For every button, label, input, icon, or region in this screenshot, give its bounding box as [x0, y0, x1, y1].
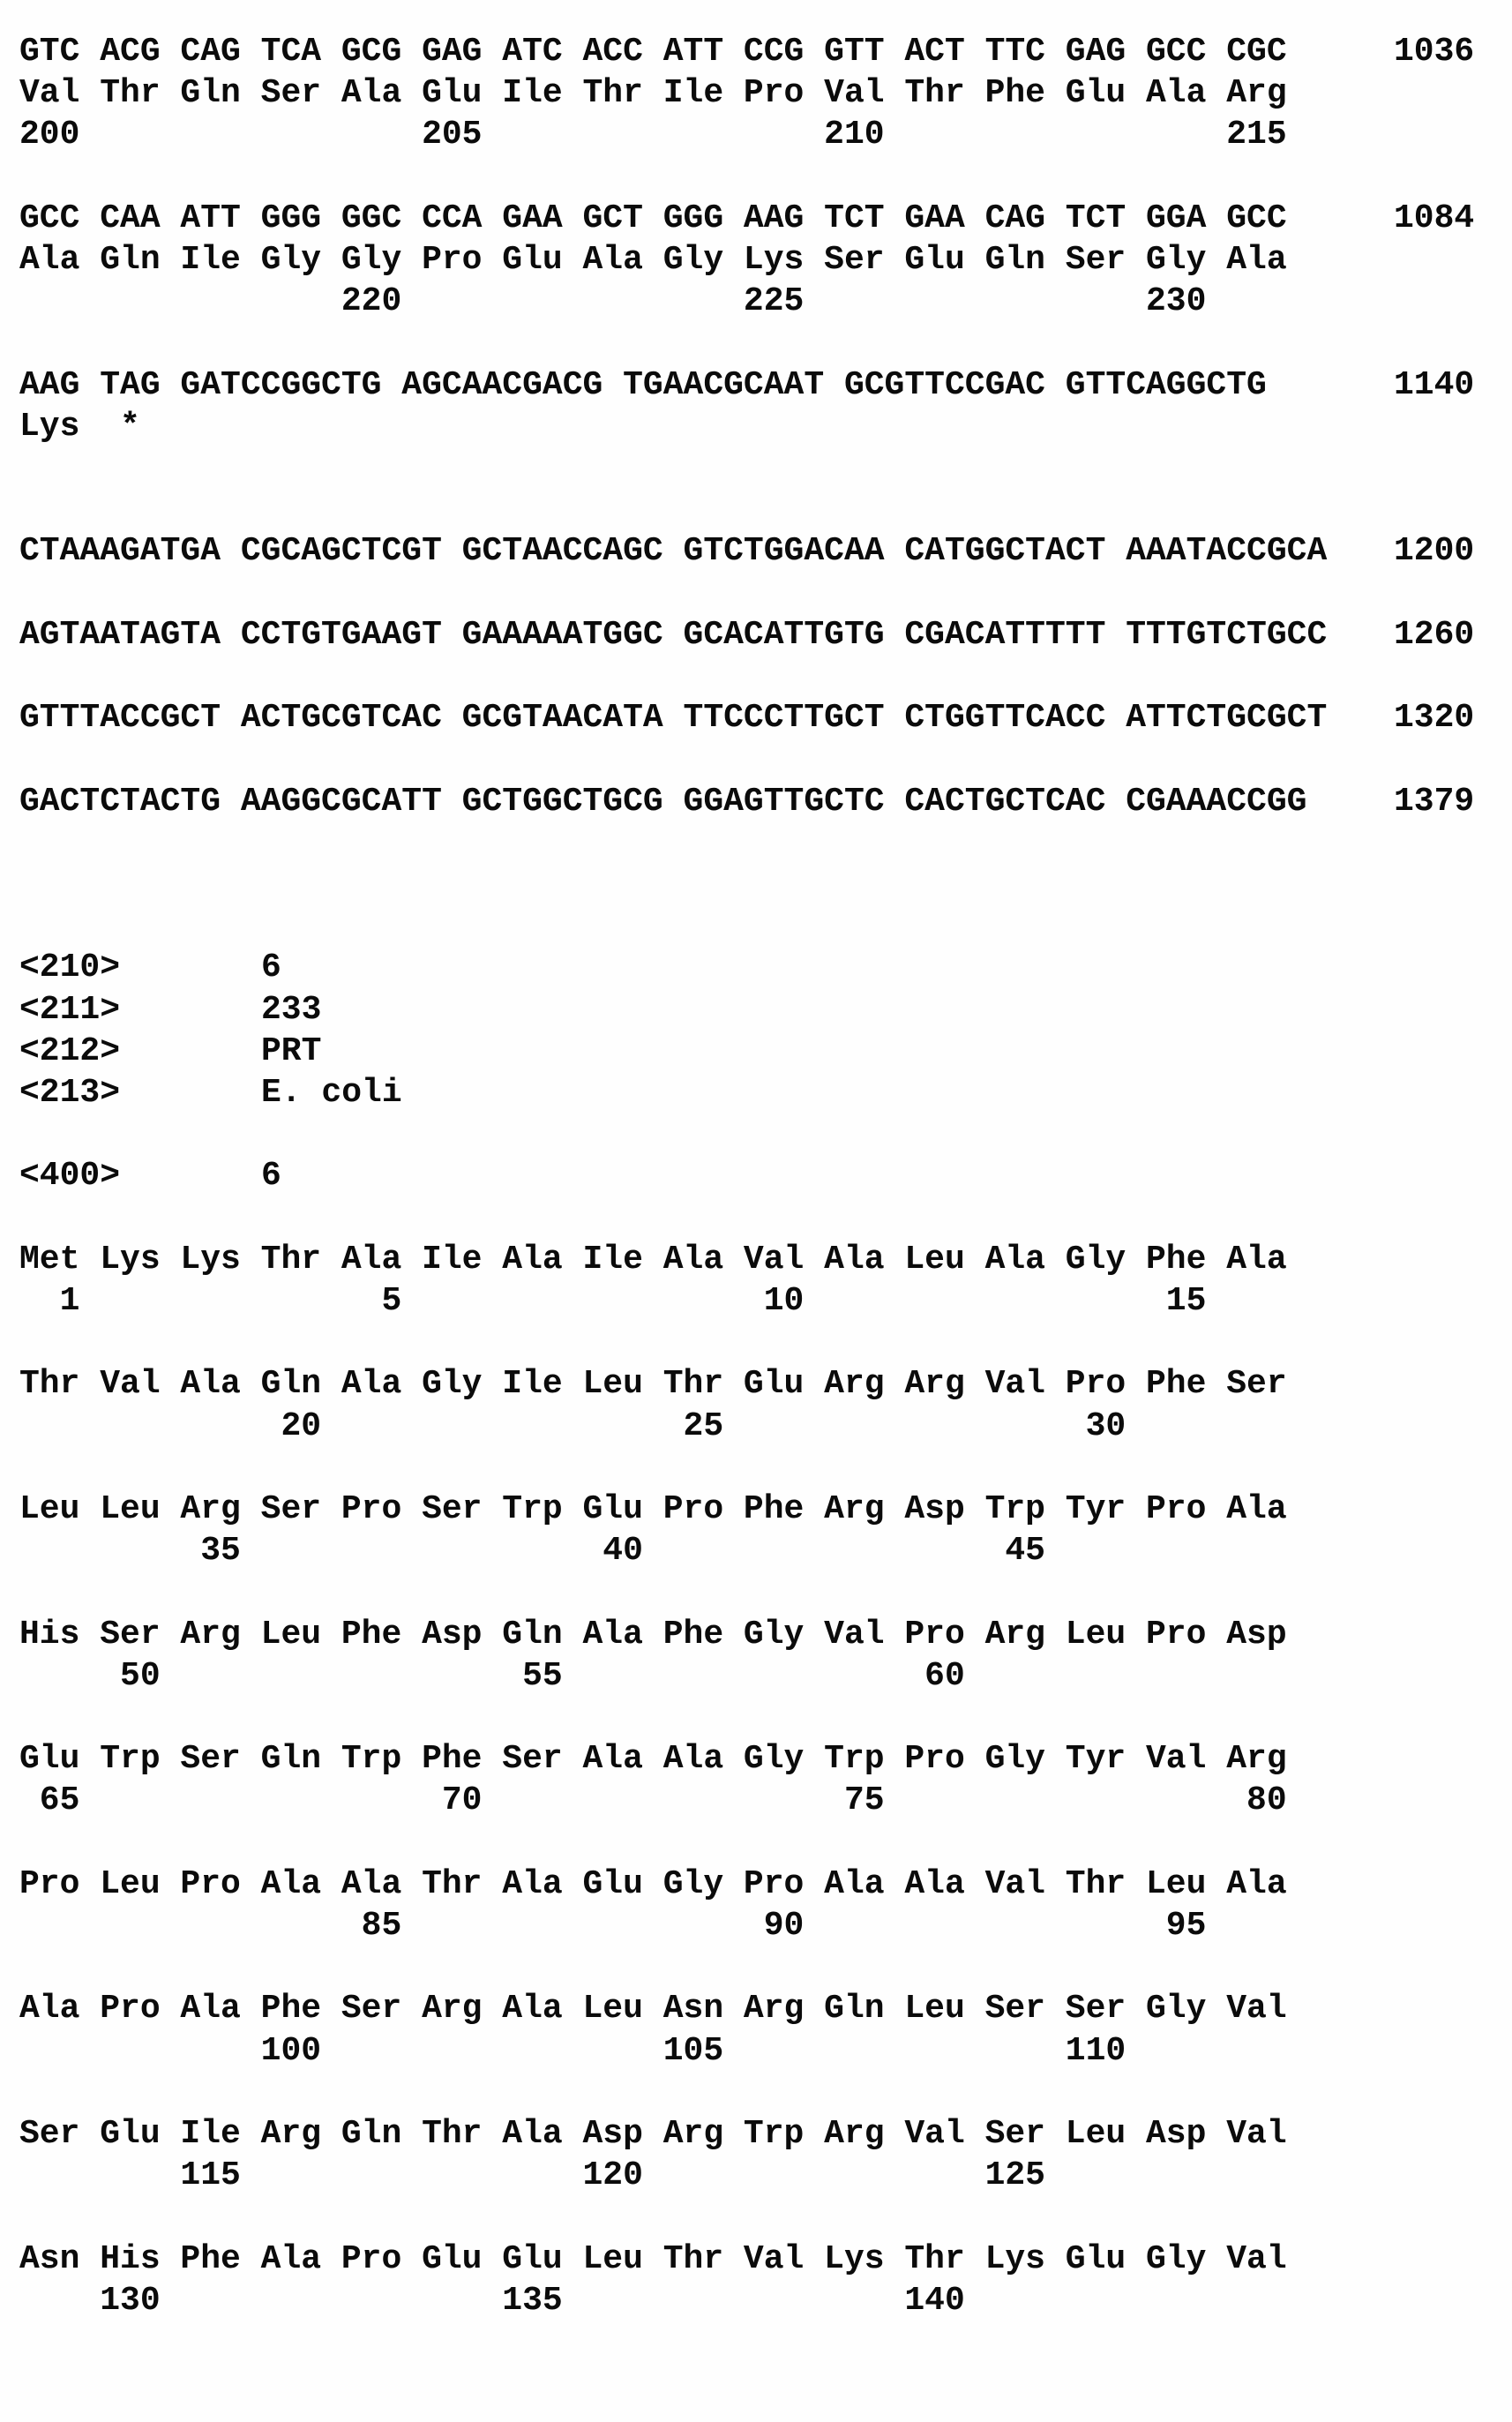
seq-header-line: [0, 1072, 1512, 1114]
protein-sequence-line: [0, 2238, 1512, 2281]
protein-sequence-line: [0, 1239, 1512, 1281]
amino-acid-text: Leu Leu Arg Ser Pro Ser Trp Glu Pro Phe Arg Asp Trp Tyr Pro Ala: [19, 1490, 1287, 1528]
seq-header-line: [0, 1031, 1512, 1073]
amino-acid-text: Ala Pro Ala Phe Ser Arg Ala Leu Asn Arg Gln Leu Ser Ser Gly Val: [19, 1990, 1287, 2028]
residue-ruler: [0, 1655, 1512, 1698]
amino-acid-text: His Ser Arg Leu Phe Asp Gln Ala Phe Gly Val Pro Arg Leu Pro Asp: [19, 1616, 1287, 1653]
header-value: E. coli: [261, 1074, 402, 1112]
dna-codon-line: [0, 31, 1512, 73]
nucleotide-position-number: 1084: [1394, 199, 1475, 237]
protein-sequence-line: [0, 1614, 1512, 1656]
residue-ruler-text: 200 205 210 215: [19, 116, 1287, 154]
residue-ruler-text: 35 40 45: [19, 1532, 1045, 1570]
amino-acid-text: Ala Gln Ile Gly Gly Pro Glu Ala Gly Lys Ser Glu Gln Ser Gly Ala: [19, 241, 1287, 279]
residue-ruler-text: 20 25 30: [19, 1407, 1127, 1445]
header-tag: <212>: [19, 1032, 121, 1070]
protein-sequence-line: [0, 1738, 1512, 1781]
dna-sequence-text: AGTAATAGTA CCTGTGAAGT GAAAAATGGC GCACATTGTG CGACATTTTT TTTGTCTGCC: [19, 616, 1328, 654]
header-value: 6: [261, 949, 281, 986]
residue-ruler-text: 50 55 60: [19, 1657, 965, 1695]
dna-sequence-text: GACTCTACTG AAGGCGCATT GCTGGCTGCG GGAGTTGCTC CACTGCTCAC CGAAACCGG: [19, 783, 1307, 821]
residue-ruler: [0, 1406, 1512, 1448]
residue-ruler-text: 1 5 10 15: [19, 1282, 1207, 1320]
residue-ruler-text: 115 120 125: [19, 2156, 1045, 2194]
nucleotide-position-number: 1320: [1394, 699, 1475, 737]
nucleotide-position-number: 1260: [1394, 616, 1475, 654]
protein-sequence-line: [0, 1488, 1512, 1531]
amino-acid-text: Val Thr Gln Ser Ala Glu Ile Thr Ile Pro Val Thr Phe Glu Ala Arg: [19, 74, 1287, 112]
protein-sequence-line: [0, 1988, 1512, 2030]
amino-acid-text: Pro Leu Pro Ala Ala Thr Ala Glu Gly Pro Ala Ala Val Thr Leu Ala: [19, 1865, 1287, 1903]
amino-acid-text: Ser Glu Ile Arg Gln Thr Ala Asp Arg Trp Arg Val Ser Leu Asp Val: [19, 2115, 1287, 2153]
dna-sequence-text: GTTTACCGCT ACTGCGTCAC GCGTAACATA TTCCCTTGCT CTGGTTCACC ATTCTGCGCT: [19, 699, 1328, 737]
residue-ruler: [0, 1280, 1512, 1323]
residue-ruler: [0, 1530, 1512, 1572]
residue-ruler-text: 100 105 110: [19, 2032, 1127, 2070]
residue-ruler-text: 220 225 230: [19, 282, 1207, 320]
seq-header-line: [0, 989, 1512, 1031]
dna-sequence-line: [0, 781, 1512, 823]
amino-acid-text: Thr Val Ala Gln Ala Gly Ile Leu Thr Glu Arg Arg Val Pro Phe Ser: [19, 1365, 1287, 1403]
dna-codon-line: [0, 364, 1512, 407]
protein-translation-line: [0, 406, 1512, 448]
residue-ruler: [0, 2030, 1512, 2073]
seq-start-line: [0, 1155, 1512, 1197]
dna-sequence-line: [0, 614, 1512, 656]
nucleotide-position-number: 1200: [1394, 532, 1475, 570]
protein-sequence-line: [0, 1863, 1512, 1906]
header-value: 6: [261, 1157, 281, 1195]
residue-ruler-text: 85 90 95: [19, 1907, 1207, 1945]
protein-sequence-line: [0, 1363, 1512, 1406]
residue-ruler: [0, 281, 1512, 323]
residue-ruler: [0, 2155, 1512, 2197]
residue-ruler: [0, 1905, 1512, 1947]
residue-ruler: [0, 114, 1512, 156]
amino-acid-text: Asn His Phe Ala Pro Glu Glu Leu Thr Val Lys Thr Lys Glu Gly Val: [19, 2240, 1287, 2278]
header-value: PRT: [261, 1032, 322, 1070]
header-tag: <213>: [19, 1074, 121, 1112]
nucleotide-position-number: 1379: [1394, 783, 1475, 821]
dna-codon-line: [0, 198, 1512, 240]
header-tag: <211>: [19, 991, 121, 1029]
dna-sequence-text: GCC CAA ATT GGG GGC CCA GAA GCT GGG AAG TCT GAA CAG TCT GGA GCC: [19, 199, 1287, 237]
header-value: 233: [261, 991, 322, 1029]
amino-acid-text: Met Lys Lys Thr Ala Ile Ala Ile Ala Val Ala Leu Ala Gly Phe Ala: [19, 1241, 1287, 1278]
residue-ruler-text: 65 70 75 80: [19, 1781, 1287, 1819]
seq-header-line: [0, 947, 1512, 989]
residue-ruler: [0, 1780, 1512, 1822]
header-tag: <210>: [19, 949, 121, 986]
protein-translation-line: [0, 239, 1512, 281]
protein-sequence-line: [0, 2113, 1512, 2156]
protein-translation-line: [0, 72, 1512, 115]
nucleotide-position-number: 1036: [1394, 33, 1475, 71]
amino-acid-text: Glu Trp Ser Gln Trp Phe Ser Ala Ala Gly Trp Pro Gly Tyr Val Arg: [19, 1740, 1287, 1778]
dna-sequence-text: AAG TAG GATCCGGCTG AGCAACGACG TGAACGCAAT GCGTTCCGAC GTTCAGGCTG: [19, 366, 1267, 404]
amino-acid-text: Lys *: [19, 408, 140, 446]
dna-sequence-text: GTC ACG CAG TCA GCG GAG ATC ACC ATT CCG GTT ACT TTC GAG GCC CGC: [19, 33, 1287, 71]
header-tag: <400>: [19, 1157, 121, 1195]
dna-sequence-line: [0, 697, 1512, 739]
dna-sequence-text: CTAAAGATGA CGCAGCTCGT GCTAACCAGC GTCTGGACAA CATGGCTACT AAATACCGCA: [19, 532, 1328, 570]
nucleotide-position-number: 1140: [1394, 366, 1475, 404]
residue-ruler-text: 130 135 140: [19, 2282, 965, 2320]
residue-ruler: [0, 2280, 1512, 2322]
dna-sequence-line: [0, 530, 1512, 573]
